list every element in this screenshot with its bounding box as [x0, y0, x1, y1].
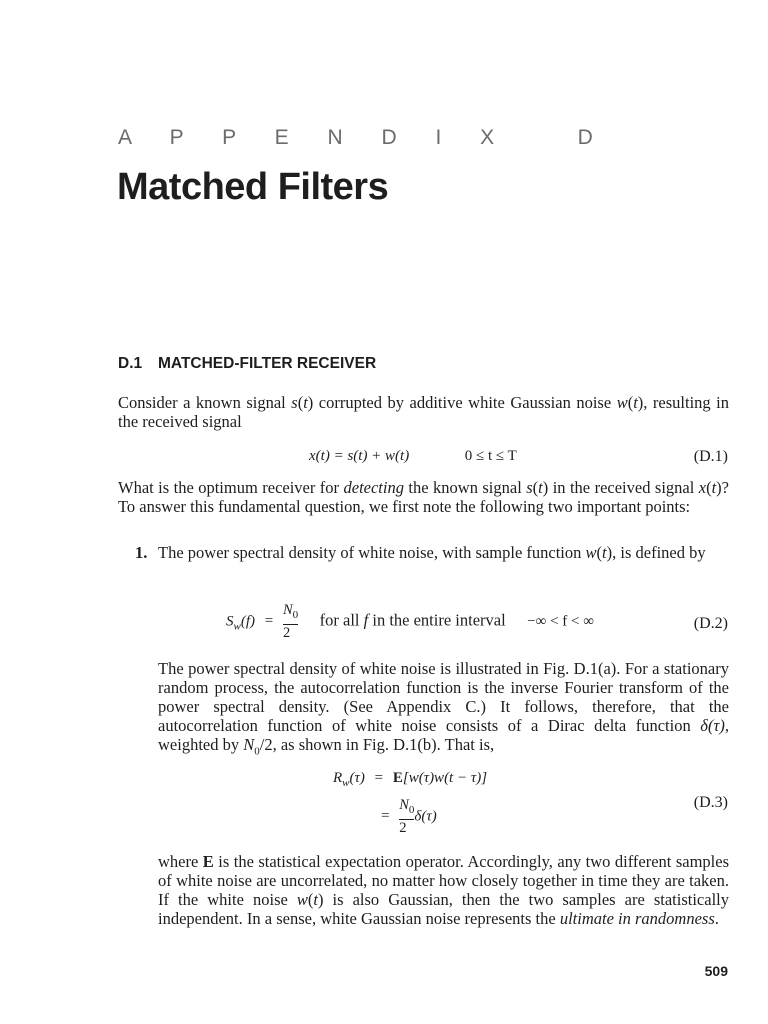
paragraph-conclusion: where E is the statistical expectation operator. Accordingly, any two different samples of white noise are uncorrelated, no matter how closely together in time they are taken. If the white noise w(t) is also Gaussian, then the two samples are statistically independent. In a sense, white Gaussian noise represents the ultimate in randomness.	[158, 852, 729, 928]
list-item-text: The power spectral density of white noise, with sample function w(t), is defined by	[158, 543, 706, 562]
paragraph-question: What is the optimum receiver for detecting the known signal s(t) in the received signal x(t)? To answer this fundamental question, we first note the following two important points:	[118, 478, 729, 516]
equation-d1-lhs: x(t) = s(t) + w(t)	[309, 448, 410, 464]
equation-d3-line2: = $\frac{N_0}{2}$ δ(τ)	[381, 797, 437, 836]
equation-d1-number: (D.1)	[693, 448, 728, 465]
equation-d3-fraction: $\frac{N_0}{2}$	[399, 797, 415, 836]
equation-d2-number: (D.2)	[693, 615, 728, 632]
equation-d1-condition: 0 ≤ t ≤ T	[464, 448, 517, 464]
page-number: 509	[704, 963, 728, 979]
equation-d2-range: −∞ < f < ∞	[527, 613, 594, 630]
equation-d1	[309, 448, 517, 465]
section-heading	[118, 355, 376, 373]
equation-d3-line1: $R_w(\tau) = E[w(\tau)w(t - \tau)]$	[333, 770, 488, 789]
paragraph-psd: The power spectral density of white noise is illustrated in Fig. D.1(a). For a stationary random process, the autocorrelation function is the inverse Fourier transform of the power spectral density. (See Appendix C.) It follows, therefore, that the autocorrelation function of white noise consists of a Dirac delta function δ(τ), weighted by $N_0/2$, as shown in Fig. D.1(b). That is,	[158, 659, 729, 758]
appendix-label: A P P E N D I X D	[118, 126, 610, 149]
section-number: D.1	[118, 355, 143, 372]
equation-d2-fraction: $\frac{N_0}{2}$	[282, 602, 299, 641]
section-title: MATCHED-FILTER RECEIVER	[158, 355, 377, 372]
equation-d2: $S_w(f)$ = $\frac{N_0}{2}$ for all f in the entire interval −∞ < f < ∞	[226, 602, 594, 641]
equation-d3-number: (D.3)	[693, 794, 728, 811]
chapter-title: Matched Filters	[117, 166, 389, 208]
paragraph-intro: Consider a known signal s(t) corrupted by additive white Gaussian noise w(t), resulting in the received signal	[118, 393, 730, 431]
list-item-marker: 1.	[135, 543, 148, 562]
